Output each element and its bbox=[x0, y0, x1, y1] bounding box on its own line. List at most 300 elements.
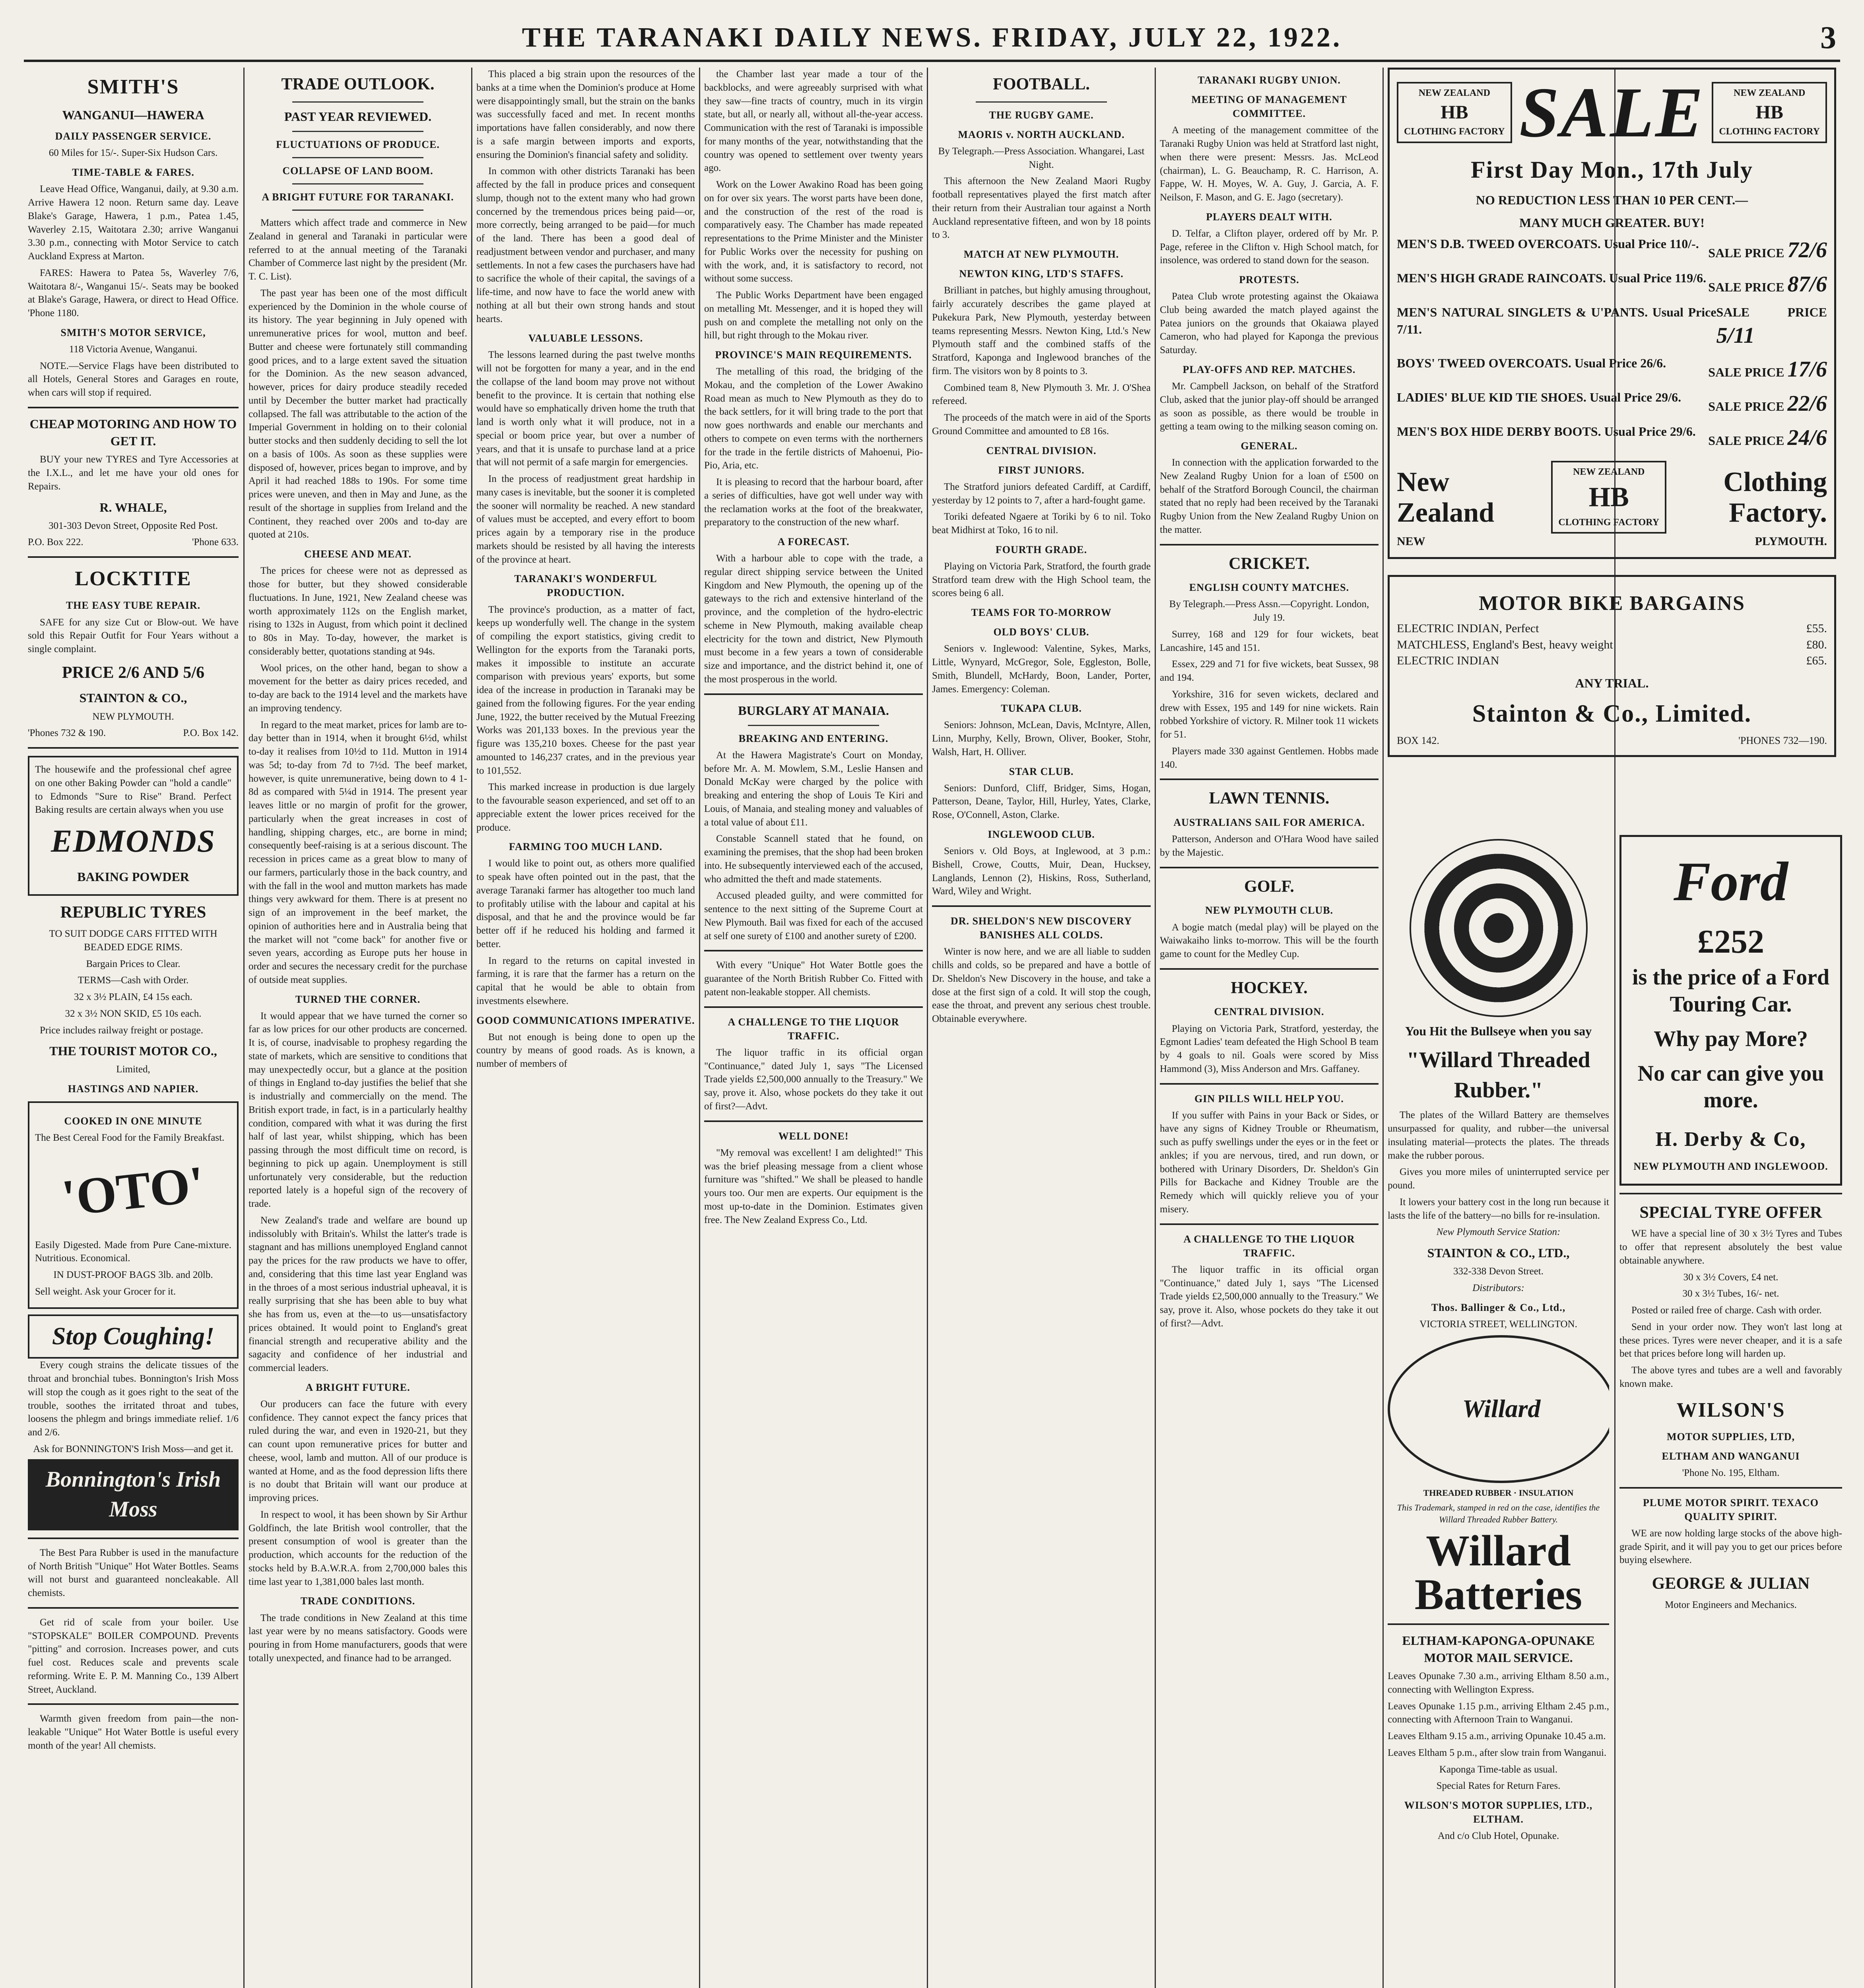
article-paragraph: Constable Scannell stated that he found, on examining the premises, that the shop had been broken into. He subsequently interviewed each of the accused, who admitted the theft and made statements. bbox=[704, 833, 923, 885]
eltham-wilson: WILSON'S MOTOR SUPPLIES, LTD., ELTHAM. bbox=[1404, 1800, 1593, 1825]
collapse-heading: COLLAPSE OF LAND BOOM. bbox=[282, 165, 433, 177]
article-paragraph: Players made 330 against Gentlemen. Hobbs made 140. bbox=[1160, 746, 1379, 770]
smiths-title: SMITH'S bbox=[87, 76, 179, 98]
divider bbox=[292, 131, 423, 132]
forecast-heading: A FORECAST. bbox=[777, 536, 850, 548]
edmonds-sub: BAKING POWDER bbox=[77, 870, 189, 884]
sale-price: 24/6 bbox=[1787, 425, 1827, 450]
oto-grocer: Sell weight. Ask your Grocer for it. bbox=[35, 1286, 176, 1297]
eltham-club: And c/o Club Hotel, Opunake. bbox=[1437, 1831, 1559, 1842]
oto-heading: COOKED IN ONE MINUTE bbox=[64, 1115, 202, 1127]
valuable-lessons-heading: VALUABLE LESSONS. bbox=[528, 332, 643, 344]
bike-row bbox=[1397, 621, 1827, 637]
article-paragraph: Seniors: Dunford, Cliff, Bridger, Sims, Hogan, Patterson, Deane, Taylor, Hill, Hurley, Yates, Clarke, Rose, O'Connell, Aston, Clarke. bbox=[932, 782, 1151, 821]
sale-price: 5/11 bbox=[1716, 323, 1755, 348]
general-heading: GENERAL. bbox=[1241, 440, 1298, 452]
whale-phone: 'Phone 633. bbox=[192, 537, 239, 548]
sale-item-name: LADIES' BLUE KID TIE SHOES. Usual Price 29/6. bbox=[1397, 390, 1681, 404]
oto-brand: 'OTO' bbox=[59, 1155, 207, 1227]
burglary-heading: BURGLARY AT MANAIA. bbox=[738, 703, 889, 718]
smiths-timetable-heading: TIME-TABLE & FARES. bbox=[72, 167, 194, 179]
sale-price: 72/6 bbox=[1787, 238, 1827, 263]
eltham-row: Leaves Opunake 7.30 a.m., arriving Eltham 8.50 a.m., connecting with Wellington Express. bbox=[1388, 1671, 1609, 1695]
byline: By Telegraph.—Press Assn.—Copyright. London, July 19. bbox=[1169, 599, 1369, 623]
locktite-sub: THE EASY TUBE REPAIR. bbox=[66, 600, 201, 612]
smiths-motor: SMITH'S MOTOR SERVICE, bbox=[60, 326, 206, 338]
hockey-central-heading: CENTRAL DIVISION. bbox=[1214, 1006, 1324, 1018]
article-paragraph: In regard to the meat market, prices for lamb are to-day better than in 1914, when it brought 6½d, whilst to-day it realises from 10½d to 11d. Mutton in 1914 was 5d; to-day from 7d to 7½d. The beef market, however, is quite unremunerative, being down to 4 1-8d as compared with 5¼d in 1914. The present year leaves little or no margin of profit for the grower, particularly when the great increases in cost of handling, shipping charges, etc., are borne in mind; consequently beef-raising is at a serious discount. The recession in prices came as a great blow to many of our farmers, particularly those in the back country, and with the fall in the wool and mutton markets has made things very awkward for them. There is at present no sign of an improvement in the beef market, the opinion of authorities here and in Australia being that the market will not "come back" for another five or seven years, according as Europe puts her house in order and secures the necessary credit for the purchase of outside meat supplies. bbox=[249, 719, 467, 985]
challenge-body: The liquor traffic in its official organ "Continuance," dated July 1, says "The Licensed Trade yields £2,500,000 annually to the Treasury." We say, prove it. Also, whose pockets do they take it out of first?—Advt. bbox=[1160, 1264, 1379, 1329]
willard-copy: The plates of the Willard Battery are themselves unsurpassed for quality, and rubber—the universal insulating material—protects the plates. The threads make the rubber porous. bbox=[1388, 1110, 1609, 1161]
republic-sub: TO SUIT DODGE CARS FITTED WITH BEADED EDGE RIMS. bbox=[49, 928, 217, 953]
column-rule bbox=[699, 68, 700, 1988]
maoris-heading: MAORIS v. NORTH AUCKLAND. bbox=[958, 128, 1125, 140]
sale-price-label: SALE PRICE bbox=[1708, 433, 1784, 448]
nz-right-2: Factory. bbox=[1729, 497, 1827, 528]
article-paragraph: Surrey, 168 and 129 for four wickets, beat Lancashire, 145 and 151. bbox=[1160, 629, 1379, 653]
farming-too-much-heading: FARMING TOO MUCH LAND. bbox=[509, 841, 662, 853]
ford-column bbox=[1619, 835, 1842, 1988]
stainton-address: NEW PLYMOUTH. bbox=[92, 711, 174, 722]
article-paragraph: Mr. Campbell Jackson, on behalf of the Stratford Club, asked that the junior play-off should be arranged as soon as possible, as there would be trouble in getting a team owing to the milking season coming on. bbox=[1160, 381, 1379, 432]
article-paragraph: A meeting of the management committee of the Taranaki Rugby Union was held at Stratford last night, when there were present: Messrs. Jas. McLeod (chairman), L. G. Beauchamp, R. C. Harrison, A. Fappe, W. H. Moyes, W. A. Guy, J. Garcia, A. F. Neilson, F. Mason, and G. E. Jago (secretary). bbox=[1160, 125, 1379, 203]
para-rubber-ad: The Best Para Rubber is used in the manufacture of North British "Unique" Hot Water Bottles. Seams will not burst and guaranteed noncleakable. All chemists. bbox=[28, 1547, 239, 1598]
cheap-motoring-heading: CHEAP MOTORING AND HOW TO GET IT. bbox=[29, 416, 237, 448]
nz-footer-small bbox=[1397, 534, 1827, 550]
column-2-trade-outlook bbox=[249, 68, 467, 1988]
article-paragraph: Brilliant in patches, but highly amusing throughout, fairly accurately describes the game played at Pukekura Park, New Plymouth, yesterday between teams representing Messrs. Newton King, Ltd.'s New Plymouth staff and the combined staffs of the Stratford, Kaponga and Inglewood branches of the firm. The visitors won by 8 points to 3. bbox=[932, 285, 1151, 377]
column-3-article bbox=[476, 68, 695, 1988]
article-paragraph: But not enough is being done to open up the country by means of good roads. As is known, a number of members of bbox=[476, 1031, 695, 1070]
stainton-name: STAINTON & CO., bbox=[79, 691, 187, 705]
willard-column bbox=[1388, 835, 1609, 1988]
article-paragraph: Work on the Lower Awakino Road has been going on for over six years. The worst parts have been done, and the construction of the rest of the road is comparatively easy. The Chamber has made repeated representations to the Prime Minister and the Minister for Public Works over the necessity for pushing on with the work, and, it is satisfactory to record, not without some success. bbox=[704, 179, 923, 284]
playoffs-heading: PLAY-OFFS AND REP. MATCHES. bbox=[1182, 363, 1356, 375]
bullseye-icon bbox=[1410, 839, 1588, 1017]
np-match-heading: MATCH AT NEW PLYMOUTH. bbox=[963, 248, 1119, 260]
special-ref: The above tyres and tubes are a well and favorably known make. bbox=[1619, 1365, 1842, 1389]
wilsons-sub: MOTOR SUPPLIES, LTD, bbox=[1667, 1431, 1795, 1442]
article-paragraph: Seniors: Johnson, McLean, Davis, McIntyre, Allen, Linn, Murphy, Kelly, Brown, Oliver, Booker, Stohr, Walsh, Hart, H. Olliver. bbox=[932, 720, 1151, 757]
article-paragraph: At the Hawera Magistrate's Court on Monday, before Mr. A. M. Mowlem, S.M., Leslie Hansen and Donald McKay were charged by the police with breaking and entering the shop of Louis Te Kiri and Louis, of Manaia, and stealing money and valuables of a total value of about £11. bbox=[704, 749, 923, 828]
article-paragraph: The Stratford juniors defeated Cardiff, at Cardiff, yesterday by 12 points to 7, after a hard-fought game. bbox=[932, 481, 1151, 506]
ford-nocar: No car can give you more. bbox=[1637, 1061, 1824, 1113]
plume-heading: PLUME MOTOR SPIRIT. TEXACO QUALITY SPIRIT. bbox=[1643, 1497, 1819, 1522]
first-juniors-heading: FIRST JUNIORS. bbox=[998, 464, 1085, 476]
stainton-box: BOX 142. bbox=[1397, 735, 1439, 747]
article-paragraph: Playing on Victoria Park, Stratford, the fourth grade Stratford team drew with the High School team, the scores being 6 all. bbox=[932, 561, 1151, 599]
article-paragraph: The prices for cheese were not as depressed as those for butter, but they showed considerable fluctuations. In June, 1921, New Zealand cheese was worth approximately 112s on the English market, rising to 132s in August, from which point it declined to 80s in May. To-day, however, the market is considerably better, quotations standing at 94s. bbox=[249, 565, 467, 657]
smiths-note: NOTE.—Service Flags have been distributed to all Hotels, General Stores and Garages en route, when cars will stop if required. bbox=[28, 360, 239, 398]
np-match-sub: NEWTON KING, LTD'S STAFFS. bbox=[959, 268, 1124, 280]
sale-price-label: SALE PRICE bbox=[1716, 305, 1827, 319]
gj-name: GEORGE & JULIAN bbox=[1652, 1574, 1810, 1593]
smiths-miles: 60 Miles for 15/-. Super-Six Hudson Cars. bbox=[49, 148, 218, 159]
divider bbox=[292, 210, 423, 211]
willard-stainton: STAINTON & CO., LTD., bbox=[1427, 1246, 1570, 1260]
plume-body: WE are now holding large stocks of the above high-grade Spirit, and it will pay you to get our prices before buying elsewhere. bbox=[1619, 1528, 1842, 1566]
smiths-timetable: Leave Head Office, Wanganui, daily, at 9.30 a.m. Arrive Hawera 12 noon. Return same day. Leave Blake's Garage, Hawera, 1 p.m., Patea 1.45, Waverley 2.15, Waitotara 2.30; arrive Wanganui 3.30 p.m., connecting with Motor Service to catch Auckland Express at Marton. bbox=[28, 184, 239, 262]
article-paragraph: The metalling of this road, the bridging of the Mokau, and the completion of the Lower Awakino Road mean as much to New Plymouth as they do to the back settlers, for it will bring trade to the port that now goes northwards and enable our merchants and others to compete on even terms with the northerners for the trade in the fertile districts of Mahoenui, Pio-Pio, Aria, etc. bbox=[704, 366, 923, 471]
stainton-limited: Stainton & Co., Limited. bbox=[1472, 700, 1752, 727]
divider bbox=[28, 1538, 239, 1539]
byline: By Telegraph.—Press Association. Whangarei, Last Night. bbox=[938, 146, 1145, 170]
sale-item bbox=[1397, 270, 1827, 300]
willard-distributors: Distributors: bbox=[1472, 1283, 1524, 1294]
ford-price: £252 bbox=[1697, 923, 1764, 960]
article-paragraph: Combined team 8, New Plymouth 3. Mr. J. O'Shea refereed. bbox=[932, 382, 1151, 407]
management-heading: MEETING OF MANAGEMENT COMMITTEE. bbox=[1191, 94, 1347, 120]
nz-logo-chip bbox=[1397, 82, 1512, 143]
whale-contact bbox=[28, 536, 239, 549]
wilsons-place: ELTHAM AND WANGANUI bbox=[1662, 1450, 1800, 1462]
stainton-contact bbox=[1397, 734, 1827, 747]
sale-item bbox=[1397, 389, 1827, 419]
clothing-chip-text: CLOTHING FACTORY bbox=[1404, 126, 1505, 137]
locktite-price: PRICE 2/6 AND 5/6 bbox=[62, 663, 205, 682]
article-paragraph: Essex, 229 and 71 for five wickets, beat Sussex, 98 and 194. bbox=[1160, 659, 1379, 683]
bike-row bbox=[1397, 653, 1827, 669]
burglary-sub: BREAKING AND ENTERING. bbox=[738, 732, 889, 744]
eltham-heading: ELTHAM-KAPONGA-OPUNAKE MOTOR MAIL SERVICE. bbox=[1402, 1633, 1595, 1665]
nz-logo-chip-right bbox=[1712, 82, 1827, 143]
australians-heading: AUSTRALIANS SAIL FOR AMERICA. bbox=[1173, 817, 1365, 829]
sheldon-heading: DR. SHELDON'S NEW DISCOVERY BANISHES ALL COLDS. bbox=[950, 915, 1132, 941]
sale-item-name: BOYS' TWEED OVERCOATS. Usual Price 26/6. bbox=[1397, 356, 1666, 371]
republic-heading: REPUBLIC TYRES bbox=[60, 903, 206, 922]
cheap-motoring-body: BUY your new TYRES and Tyre Accessories at the I.X.L., and let me have your old ones for Repairs. bbox=[28, 454, 239, 492]
willard-hit: You Hit the Bullseye when you say bbox=[1405, 1024, 1592, 1038]
whale-address: 301-303 Devon Street, Opposite Red Post. bbox=[49, 520, 218, 531]
divider bbox=[28, 556, 239, 558]
column-rule bbox=[1382, 68, 1384, 1988]
sale-item bbox=[1397, 355, 1827, 385]
stainton-box: P.O. Box 142. bbox=[183, 728, 239, 739]
oto-ad bbox=[28, 1101, 239, 1309]
nz-left-2: Zealand bbox=[1397, 497, 1495, 528]
column-1-ads bbox=[28, 68, 239, 1988]
willard-threaded: "Willard Threaded Rubber." bbox=[1406, 1048, 1590, 1103]
bike-price: £80. bbox=[1806, 638, 1827, 651]
willard-station: New Plymouth Service Station: bbox=[1436, 1227, 1561, 1238]
divider bbox=[1160, 544, 1379, 546]
article-paragraph: The proceeds of the match were in aid of the Sports Ground Committee and amounted to £8 16s. bbox=[932, 412, 1151, 437]
article-paragraph: Accused pleaded guilty, and were committed for sentence to the next sitting of the Supreme Court at New Plymouth. Bail was fixed for each of the accused at self one surety of £100 and another surety of £200. bbox=[704, 890, 923, 942]
article-paragraph: With a harbour able to cope with the trade, a regular direct shipping service between the United Kingdom and New Plymouth, the opening up of the gateways to the rich and extensive hinterland of the province, and the completion of the hydro-electric scheme in New Plymouth, making available cheap electricity for the town and district, New Plymouth must become in a few years a town of considerable size and importance, and the district behind it, one of the most prosperous in the world. bbox=[704, 553, 923, 685]
sale-price: 17/6 bbox=[1787, 357, 1827, 382]
divider bbox=[704, 1120, 923, 1122]
divider bbox=[1160, 1223, 1379, 1225]
article-paragraph: In connection with the application forwarded to the New Zealand Rugby Union for a loan of £500 on behalf of the Stratford Borough Council, the chairman stated that no reply had been received by the Taranaki Rugby Union from the New Zealand Rugby Union on the matter. bbox=[1160, 457, 1379, 535]
cricket-heading: CRICKET. bbox=[1229, 554, 1310, 573]
edmonds-ad bbox=[28, 756, 239, 896]
wilsons-name: WILSON'S bbox=[1676, 1398, 1785, 1421]
divider bbox=[1388, 1623, 1609, 1625]
article-paragraph: D. Telfar, a Clifton player, ordered off by Mr. P. Page, referee in the Clifton v. High School match, for insolence, was ordered to stand down for the season. bbox=[1160, 228, 1379, 266]
tukapa-heading: TUKAPA CLUB. bbox=[1001, 703, 1082, 714]
special-post: Posted or railed free of charge. Cash with order. bbox=[1631, 1305, 1822, 1316]
sale-item bbox=[1397, 235, 1827, 266]
smiths-route: WANGANUI—HAWERA bbox=[62, 108, 204, 122]
bike-row bbox=[1397, 637, 1827, 653]
sale-item-name: MEN'S HIGH GRADE RAINCOATS. Usual Price 119/6. bbox=[1397, 270, 1707, 285]
article-paragraph: The province's production, as a matter of fact, keeps up wonderfully well. The change in the system of compiling the export statistics, giving credit to Wellington for the exports from the Taranaki ports, makes it impossible to institute an accurate comparison with previous years' exports, but some idea of the increase in production in Taranaki may be gained from the following figures. For the year ending June, 1922, the butter received by the Mutual Freezing Works was 201,133 boxes. In the previous year the figure was 135,210 boxes. Cheese for the past year amounted to 146,237 crates, and in the previous year to 101,552. bbox=[476, 604, 695, 776]
divider bbox=[1160, 1083, 1379, 1085]
cheese-meat-heading: CHEESE AND MEAT. bbox=[304, 548, 412, 560]
no-reduction: NO REDUCTION LESS THAN 10 PER CENT.— bbox=[1476, 193, 1748, 207]
smiths-fares: FARES: Hawera to Patea 5s, Waverley 7/6, Waitotara 8/-, Wanganui 15/-. Seats may be booked at Blake's Garage, Hawera, or direct to Head Office. 'Phone 1180. bbox=[28, 267, 239, 319]
warmth-ad: Warmth given freedom from pain—the non-leakable "Unique" Hot Water Bottle is useful every month of the year! All chemists. bbox=[28, 1713, 239, 1751]
article-paragraph: In common with other districts Taranaki has been affected by the fall in produce prices and consequent slump, though not to the extent many who had grown concerned by the tremendous prices being paid—or, more correctly, being arranged to be paid—for much of the land. There has been a good deal of readjustment between vendor and purchaser, and many settlements. In not a few cases the purchasers have had to sacrifice the whole of their capital, the savings of a life-time, and now have to face the world anew with nothing at all but their own strong hands and stout hearts. bbox=[476, 166, 695, 324]
divider bbox=[292, 101, 423, 103]
article-paragraph: Patterson, Anderson and O'Hara Wood have sailed by the Majestic. bbox=[1160, 834, 1379, 858]
divider bbox=[932, 905, 1151, 907]
sale-price-label: SALE PRICE bbox=[1708, 399, 1784, 414]
fluctuations-heading: FLUCTUATIONS OF PRODUCE. bbox=[276, 138, 440, 150]
column-rule bbox=[471, 68, 472, 1988]
inglewood-heading: INGLEWOOD CLUB. bbox=[988, 828, 1095, 840]
willard-ring: THREADED RUBBER · INSULATION bbox=[1423, 1487, 1574, 1498]
article-paragraph: Seniors v. Old Boys, at Inglewood, at 3 p.m.: Bishell, Crowe, Coutts, Muir, Dean, Hucksey, Langlands, Lennon (2), Hiskins, Ross, Sutherland, Ward, Wiley and Wright. bbox=[932, 846, 1151, 897]
article-paragraph: A bogie match (medal play) will be played on the Waiwakaiho links to-morrow. This will be the fourth game to count for the Medley Cup. bbox=[1160, 922, 1379, 959]
divider bbox=[1160, 779, 1379, 780]
unique-ad: With every "Unique" Hot Water Bottle goes the guarantee of the North British Rubber Co. Fitted with patent non-leakable stopper. All chemists. bbox=[704, 960, 923, 998]
county-heading: ENGLISH COUNTY MATCHES. bbox=[1189, 582, 1349, 594]
whale-name: R. WHALE, bbox=[99, 500, 167, 514]
star-heading: STAR CLUB. bbox=[1009, 765, 1074, 777]
nz-chip-text: NEW ZEALAND bbox=[1418, 88, 1490, 99]
hb-chip-text: HB bbox=[1755, 101, 1783, 123]
column-rule bbox=[1155, 68, 1156, 1988]
willard-lowers: It lowers your battery cost in the long run because it lasts the life of the battery—no bills for re-insulation. bbox=[1388, 1196, 1609, 1221]
rugby-game-heading: THE RUGBY GAME. bbox=[989, 109, 1094, 121]
eltham-kaponga: Kaponga Time-table as usual. bbox=[1439, 1764, 1558, 1775]
divider bbox=[28, 1607, 239, 1609]
clothing-chip-text: CLOTHING FACTORY bbox=[1719, 126, 1820, 137]
willard-badge-text: Willard bbox=[1462, 1394, 1541, 1423]
article-paragraph: the Chamber last year made a tour of the backblocks, and were agreeably surprised with what they saw—fine tracts of country, much in its virgin state, but all, or nearly all, without all-the-year access. Communication with the rest of Taranaki is impossible for many months of the year, notwithstanding that the country was opened to settlement over twenty years ago. bbox=[704, 69, 923, 174]
edmonds-copy: The housewife and the professional chef agree on one other Baking Powder can "hold a candle" to Edmonds "Sure to Rise" Brand. Perfect Baking results are certain always when you use bbox=[35, 764, 231, 815]
nz-clothing-sale-ad bbox=[1388, 68, 1836, 559]
stainton-phones: 'PHONES 732—190. bbox=[1738, 735, 1827, 747]
central-division-heading: CENTRAL DIVISION. bbox=[986, 445, 1097, 456]
stop-coughing-copy: Every cough strains the delicate tissues of the throat and bronchial tubes. Bonnington's Irish Moss will stop the cough as it goes right to the seat of the trouble, soothes the irritated throat and tubes, loosens the phlegm and brings immediate relief. 1/6 and 2/6. bbox=[28, 1360, 239, 1438]
smiths-service: DAILY PASSENGER SERVICE. bbox=[55, 130, 212, 142]
column-6-sports bbox=[1160, 68, 1379, 1988]
article-paragraph: The trade conditions in New Zealand at this time last year were by no means satisfactory. Goods were pouring in from Home manufacturers, goods that were totally unexpected, and finance had to be arranged. bbox=[249, 1612, 467, 1664]
trade-conditions-heading: TRADE CONDITIONS. bbox=[300, 1595, 416, 1607]
liquor-heading: A CHALLENGE TO THE LIQUOR TRAFFIC. bbox=[728, 1016, 899, 1042]
eltham-row: Leaves Eltham 5 p.m., after slow train from Wanganui. bbox=[1388, 1747, 1607, 1758]
protests-heading: PROTESTS. bbox=[1239, 274, 1299, 286]
republic-plain: 32 x 3½ PLAIN, £4 15s each. bbox=[74, 992, 192, 1002]
well-done-heading: WELL DONE! bbox=[778, 1130, 849, 1142]
divider bbox=[1619, 1193, 1842, 1194]
derby-place: NEW PLYMOUTH AND INGLEWOOD. bbox=[1633, 1160, 1828, 1172]
bike-name: ELECTRIC INDIAN, Perfect bbox=[1397, 622, 1539, 635]
football-heading: FOOTBALL. bbox=[993, 75, 1090, 93]
eltham-rates: Special Rates for Return Fares. bbox=[1436, 1780, 1561, 1792]
locktite-heading: LOCKTITE bbox=[75, 567, 192, 590]
bright-future-heading: A BRIGHT FUTURE FOR TARANAKI. bbox=[262, 191, 454, 203]
teams-heading: TEAMS FOR TO-MORROW bbox=[971, 607, 1112, 619]
column-7-ads bbox=[1388, 68, 1836, 823]
special-send: Send in your order now. They won't last long at these prices. Tyres were never cheaper, and it is a safe bet that prices before long will harden up. bbox=[1619, 1321, 1842, 1359]
oto-copy: The Best Cereal Food for the Family Breakfast. bbox=[35, 1132, 225, 1143]
stainton-phone: 'Phones 732 & 190. bbox=[28, 728, 106, 739]
republic-terms: TERMS—Cash with Order. bbox=[78, 975, 189, 986]
eltham-row: Leaves Eltham 9.15 a.m., arriving Opunake 10.45 a.m. bbox=[1388, 1731, 1606, 1742]
divider bbox=[292, 183, 423, 184]
past-year-heading: PAST YEAR REVIEWED. bbox=[284, 109, 432, 124]
divider bbox=[976, 101, 1107, 103]
sale-item bbox=[1397, 423, 1827, 453]
gj-sub: Motor Engineers and Mechanics. bbox=[1665, 1599, 1797, 1610]
sale-item bbox=[1397, 304, 1827, 351]
motor-bike-ad bbox=[1388, 575, 1836, 757]
bike-name: MATCHLESS, England's Best, heavy weight bbox=[1397, 638, 1613, 651]
article-paragraph: Patea Club wrote protesting against the Okaiawa Club being awarded the match played against the Patea juniors on the grounds that Okaiawa played Cameron, who had played for Kaponga the previous Saturday. bbox=[1160, 291, 1379, 356]
article-paragraph: The Public Works Department have been engaged on metalling Mt. Messenger, and it is hoped they will push on and complete the metalling not only on the hill, but right through to the Mokau river. bbox=[704, 290, 923, 341]
divider bbox=[28, 747, 239, 749]
whale-box: P.O. Box 222. bbox=[28, 537, 83, 548]
divider bbox=[704, 1006, 923, 1008]
nz-new: NEW bbox=[1397, 535, 1425, 548]
nz-right-1: Clothing bbox=[1723, 466, 1827, 497]
divider bbox=[28, 1703, 239, 1705]
willard-gives: Gives you more miles of uninterrupted service per pound. bbox=[1388, 1167, 1609, 1191]
sale-item-name: MEN'S NATURAL SINGLETS & U'PANTS. Usual Price 7/11. bbox=[1397, 305, 1716, 336]
article-paragraph: New Zealand's trade and welfare are bound up indissolubly with Britain's. Whilst the latter's trade is stagnant and has millions unemployed England cannot pay the prices for the raw products we have to offer, and, considering that this time last year England was in the throes of a most serious industrial upheaval, it is really surprising that she has been able to buy what she has from us, even at the—to us—unsatisfactory prices obtained. It would point to England's great financial strength and recuperative ability and the sagacity and confidence of her industrial and commercial leaders. bbox=[249, 1215, 467, 1374]
republic-note: Price includes railway freight or postage. bbox=[40, 1025, 203, 1036]
column-5-football bbox=[932, 68, 1151, 1988]
article-paragraph: The lessons learned during the past twelve months will not be forgotten for many a year, and in the end the collapse of the land boom may prove not without benefit to the province. It is certain that nothing else would have so emphatically driven home the truth that land is worth only what it will produce, not in a special or boom price year, but over a number of years, and that it is unsafe to purchase land at a price that will not permit of a safe margin for emergencies. bbox=[476, 349, 695, 468]
masthead bbox=[24, 16, 1840, 62]
nz-chip-text: NEW ZEALAND bbox=[1734, 88, 1806, 99]
motor-bike-heading: MOTOR BIKE BARGAINS bbox=[1479, 592, 1745, 615]
locktite-body: SAFE for any size Cut or Blow-out. We have sold this Repair Outfit for Four Years without a single complaint. bbox=[28, 617, 239, 654]
willard-badge-icon bbox=[1388, 1335, 1609, 1483]
article-paragraph: Playing on Victoria Park, Stratford, yesterday, the Egmont Ladies' team defeated the High School B team by 4 goals to nil. Goals were scored by Miss Hammond (3), Miss Anderson and Mrs. Gaffaney. bbox=[1160, 1023, 1379, 1074]
article-paragraph: In the process of readjustment great hardship in many cases is inevitable, but the sooner it is completed the sooner will normality be reached. A new standard of values must be accepted, and every effort to boom prices again by a temporary rise in the produce markets should be resisted by all having the interests of the province at heart. bbox=[476, 474, 695, 565]
gin-pills-body: If you suffer with Pains in your Back or Sides, or have any signs of Kidney Trouble or Rheumatism, such as puffy swellings under the eyes or in the feet or ankles; if you are nervous, tired, and run down, or bothered with Urinary Disorders, Dr. Sheldon's Gin Pills for Backache and Kidney Trouble are the Remedy which will quickly relieve you of your misery. bbox=[1160, 1110, 1379, 1215]
sale-items bbox=[1397, 235, 1827, 453]
first-day: First Day Mon., 17th July bbox=[1471, 157, 1753, 183]
article-paragraph: This afternoon the New Zealand Maori Rugby football representatives played the first match after their return from their Australian tour against a North Auckland representative fifteen, and won by 18 points to 3. bbox=[932, 176, 1151, 241]
ford-why: Why pay More? bbox=[1654, 1026, 1808, 1051]
wilsons-phone: 'Phone No. 195, Eltham. bbox=[1682, 1467, 1780, 1478]
masthead-title: THE TARANAKI DAILY NEWS. FRIDAY, JULY 22, 1922. bbox=[522, 22, 1342, 53]
republic-nonskid: 32 x 3½ NON SKID, £5 10s each. bbox=[65, 1008, 202, 1019]
nz-right bbox=[1723, 467, 1827, 528]
sale-price-label: SALE PRICE bbox=[1708, 246, 1784, 260]
hockey-heading: HOCKEY. bbox=[1231, 978, 1308, 997]
divider bbox=[292, 157, 423, 158]
bike-name: ELECTRIC INDIAN bbox=[1397, 654, 1499, 668]
article-paragraph: Wool prices, on the other hand, began to show a movement for the better as dairy prices receded, and to-day are back to the 1914 level and the markets have an improving tendency. bbox=[249, 662, 467, 714]
divider bbox=[704, 693, 923, 695]
hb-chip-text: HB bbox=[1588, 481, 1629, 513]
ford-ad bbox=[1619, 835, 1842, 1186]
divider bbox=[1160, 867, 1379, 868]
article-paragraph: I would like to point out, as others more qualified to speak have often pointed out in the past, that the average Taranaki farmer has altogether too much land to profitably utilise with the labour and capital at his disposal, and that he and the province would be far better off if he reduced his holding and farmed it better. bbox=[476, 858, 695, 949]
many-much: MANY MUCH GREATER. BUY! bbox=[1519, 215, 1705, 230]
nz-chip-text: NEW ZEALAND bbox=[1573, 467, 1645, 478]
divider bbox=[704, 950, 923, 951]
column-rule bbox=[927, 68, 928, 1988]
sale-price-label: SALE PRICE bbox=[1708, 365, 1784, 380]
special-body: WE have a special line of 30 x 3½ Tyres and Tubes to offer that represent absolutely the best value obtainable anywhere. bbox=[1619, 1228, 1842, 1266]
nz-left-1: New bbox=[1397, 466, 1450, 497]
article-paragraph: Seniors v. Inglewood: Valentine, Sykes, Marks, Little, Wynyard, McGregor, Sole, Eggleston, Bolle, Smith, Blundell, McHardy, Boon, Lander, Porter, James. Emergency: Coleman. bbox=[932, 643, 1151, 695]
tennis-heading: LAWN TENNIS. bbox=[1209, 789, 1330, 808]
stopskale-ad: Get rid of scale from your boiler. Use "STOPSKALE" BOILER COMPOUND. Prevents "pitting" and corrosion. Increases power, and cuts fuel cost. Reduces scale and prevents scale reforming. Write E. P. M. Manning Co., 139 Albert Street, Auckland. bbox=[28, 1617, 239, 1695]
province-requirements-heading: PROVINCE'S MAIN REQUIREMENTS. bbox=[715, 349, 912, 361]
ford-logo: Ford bbox=[1674, 851, 1788, 912]
fourth-grade-heading: FOURTH GRADE. bbox=[995, 544, 1087, 555]
derby-name: H. Derby & Co, bbox=[1655, 1128, 1806, 1151]
plymouth: PLYMOUTH. bbox=[1755, 535, 1827, 548]
hb-chip-text: HB bbox=[1441, 101, 1468, 123]
any-trial: ANY TRIAL. bbox=[1575, 676, 1649, 690]
sale-price-label: SALE PRICE bbox=[1708, 280, 1784, 294]
gin-pills-heading: GIN PILLS WILL HELP YOU. bbox=[1194, 1093, 1344, 1105]
divider bbox=[748, 725, 879, 726]
article-paragraph: It would appear that we have turned the corner so far as low prices for our other products are concerned. It is, of course, inadvisable to prophesy regarding the state of markets, which are sensitive to conditions that may unexpectedly occur, but a glance at the position of things in England to-day justifies the belief that she is industrially and commercially on the mend. The British export trade, in fact, is in a particularly healthy condition, compared with what it was during the first half of last year, whilst shipping, which has been passing through the most difficult time on record, is beginning to pick up again. Unemployment is still unfortunately very considerable, but the reduction reported lately is a hopeful sign of the recovery of trade. bbox=[249, 1010, 467, 1209]
old-boys-heading: OLD BOYS' CLUB. bbox=[993, 626, 1089, 638]
tourist-ltd: Limited, bbox=[116, 1064, 150, 1075]
bonnington-brand: Bonnington's Irish Moss bbox=[28, 1459, 239, 1530]
special-tyre-heading: SPECIAL TYRE OFFER bbox=[1639, 1203, 1822, 1222]
divider bbox=[1619, 1487, 1842, 1489]
players-heading: PLAYERS DEALT WITH. bbox=[1206, 211, 1332, 223]
stop-coughing-ask: Ask for BONNINGTON'S Irish Moss—and get it. bbox=[33, 1443, 233, 1454]
sale-item-name: MEN'S D.B. TWEED OVERCOATS. Usual Price 110/-. bbox=[1397, 237, 1699, 251]
turned-corner-heading: TURNED THE CORNER. bbox=[295, 993, 421, 1005]
ford-copy: is the price of a Ford Touring Car. bbox=[1632, 965, 1830, 1017]
special-covers: 30 x 3½ Covers, £4 net. bbox=[1683, 1272, 1779, 1283]
article-paragraph: It is pleasing to record that the harbour board, after a series of difficulties, have got well under way with the reclamation works at the foot of the breakwater, preparatory to the construction of the new wharf. bbox=[704, 477, 923, 528]
nz-footer bbox=[1397, 461, 1827, 534]
liquor-body: The liquor traffic in its official organ "Continuance," dated July 1, says "The Licensed Trade yields £2,500,000 annually to the Treasury." We say, prove it. Also, whose pockets do they take it out of first?—Advt. bbox=[704, 1047, 923, 1112]
article-paragraph: Yorkshire, 316 for seven wickets, declared and drew with Essex, 195 and 149 for nine wickets. Rain robbed Yorkshire of victory. R. Milner took 11 wickets for 51. bbox=[1160, 689, 1379, 740]
tourist-name: THE TOURIST MOTOR CO., bbox=[49, 1044, 217, 1058]
article-paragraph: In respect to wool, it has been shown by Sir Arthur Goldfinch, the late British wool controller, that the present consumption of wool is greater than the production, which accounts for the reduction of the stocks held by B.A.W.R.A. from 2,700,000 bales this time last year to 1,381,000 bales last month. bbox=[249, 1509, 467, 1587]
bike-price: £65. bbox=[1806, 654, 1827, 668]
wonderful-production-heading: TARANAKI'S WONDERFUL PRODUCTION. bbox=[514, 573, 657, 599]
np-golf-heading: NEW PLYMOUTH CLUB. bbox=[1205, 905, 1334, 916]
oto-side: Easily Digested. Made from Pure Cane-mixture. Nutritious. Economical. bbox=[35, 1239, 231, 1264]
article-paragraph: This marked increase in production is due largely to the favourable season experienced, and set off to an appreciable extent the lower prices received for the produce. bbox=[476, 782, 695, 833]
nz-left bbox=[1397, 467, 1494, 528]
willard-address: 332-338 Devon Street. bbox=[1453, 1266, 1544, 1277]
article-paragraph: This placed a big strain upon the resources of the banks at a time when the Dominion's produce at Home were disappointingly small, but the strain on the banks was successfully faced and met. In recent months importations have fallen considerably, and now there is a safe margin between imports and exports, ensuring the Dominion's financial safety and solidity. bbox=[476, 69, 695, 160]
bike-price: £55. bbox=[1806, 622, 1827, 635]
page-number: 3 bbox=[1820, 20, 1836, 55]
article-paragraph: Matters which affect trade and commerce in New Zealand in general and Taranaki in particular were referred to at the annual meeting of the Taranaki Chamber of Commerce last night by the president (Mr. T. C. List). bbox=[249, 217, 467, 282]
stainton-contact bbox=[28, 726, 239, 740]
willard-batteries: Willard Batteries bbox=[1414, 1526, 1582, 1619]
communications-heading: GOOD COMMUNICATIONS IMPERATIVE. bbox=[476, 1014, 695, 1026]
willard-victoria: VICTORIA STREET, WELLINGTON. bbox=[1419, 1318, 1577, 1330]
willard-ballinger: Thos. Ballinger & Co., Ltd., bbox=[1431, 1301, 1566, 1313]
stop-coughing-heading: Stop Coughing! bbox=[28, 1314, 239, 1359]
sale-price: 87/6 bbox=[1787, 272, 1827, 297]
special-tubes: 30 x 3½ Tubes, 16/- net. bbox=[1682, 1288, 1779, 1299]
divider bbox=[28, 407, 239, 408]
smiths-address: 118 Victoria Avenue, Wanganui. bbox=[69, 344, 198, 355]
nz-logo-chip-footer bbox=[1551, 461, 1666, 534]
